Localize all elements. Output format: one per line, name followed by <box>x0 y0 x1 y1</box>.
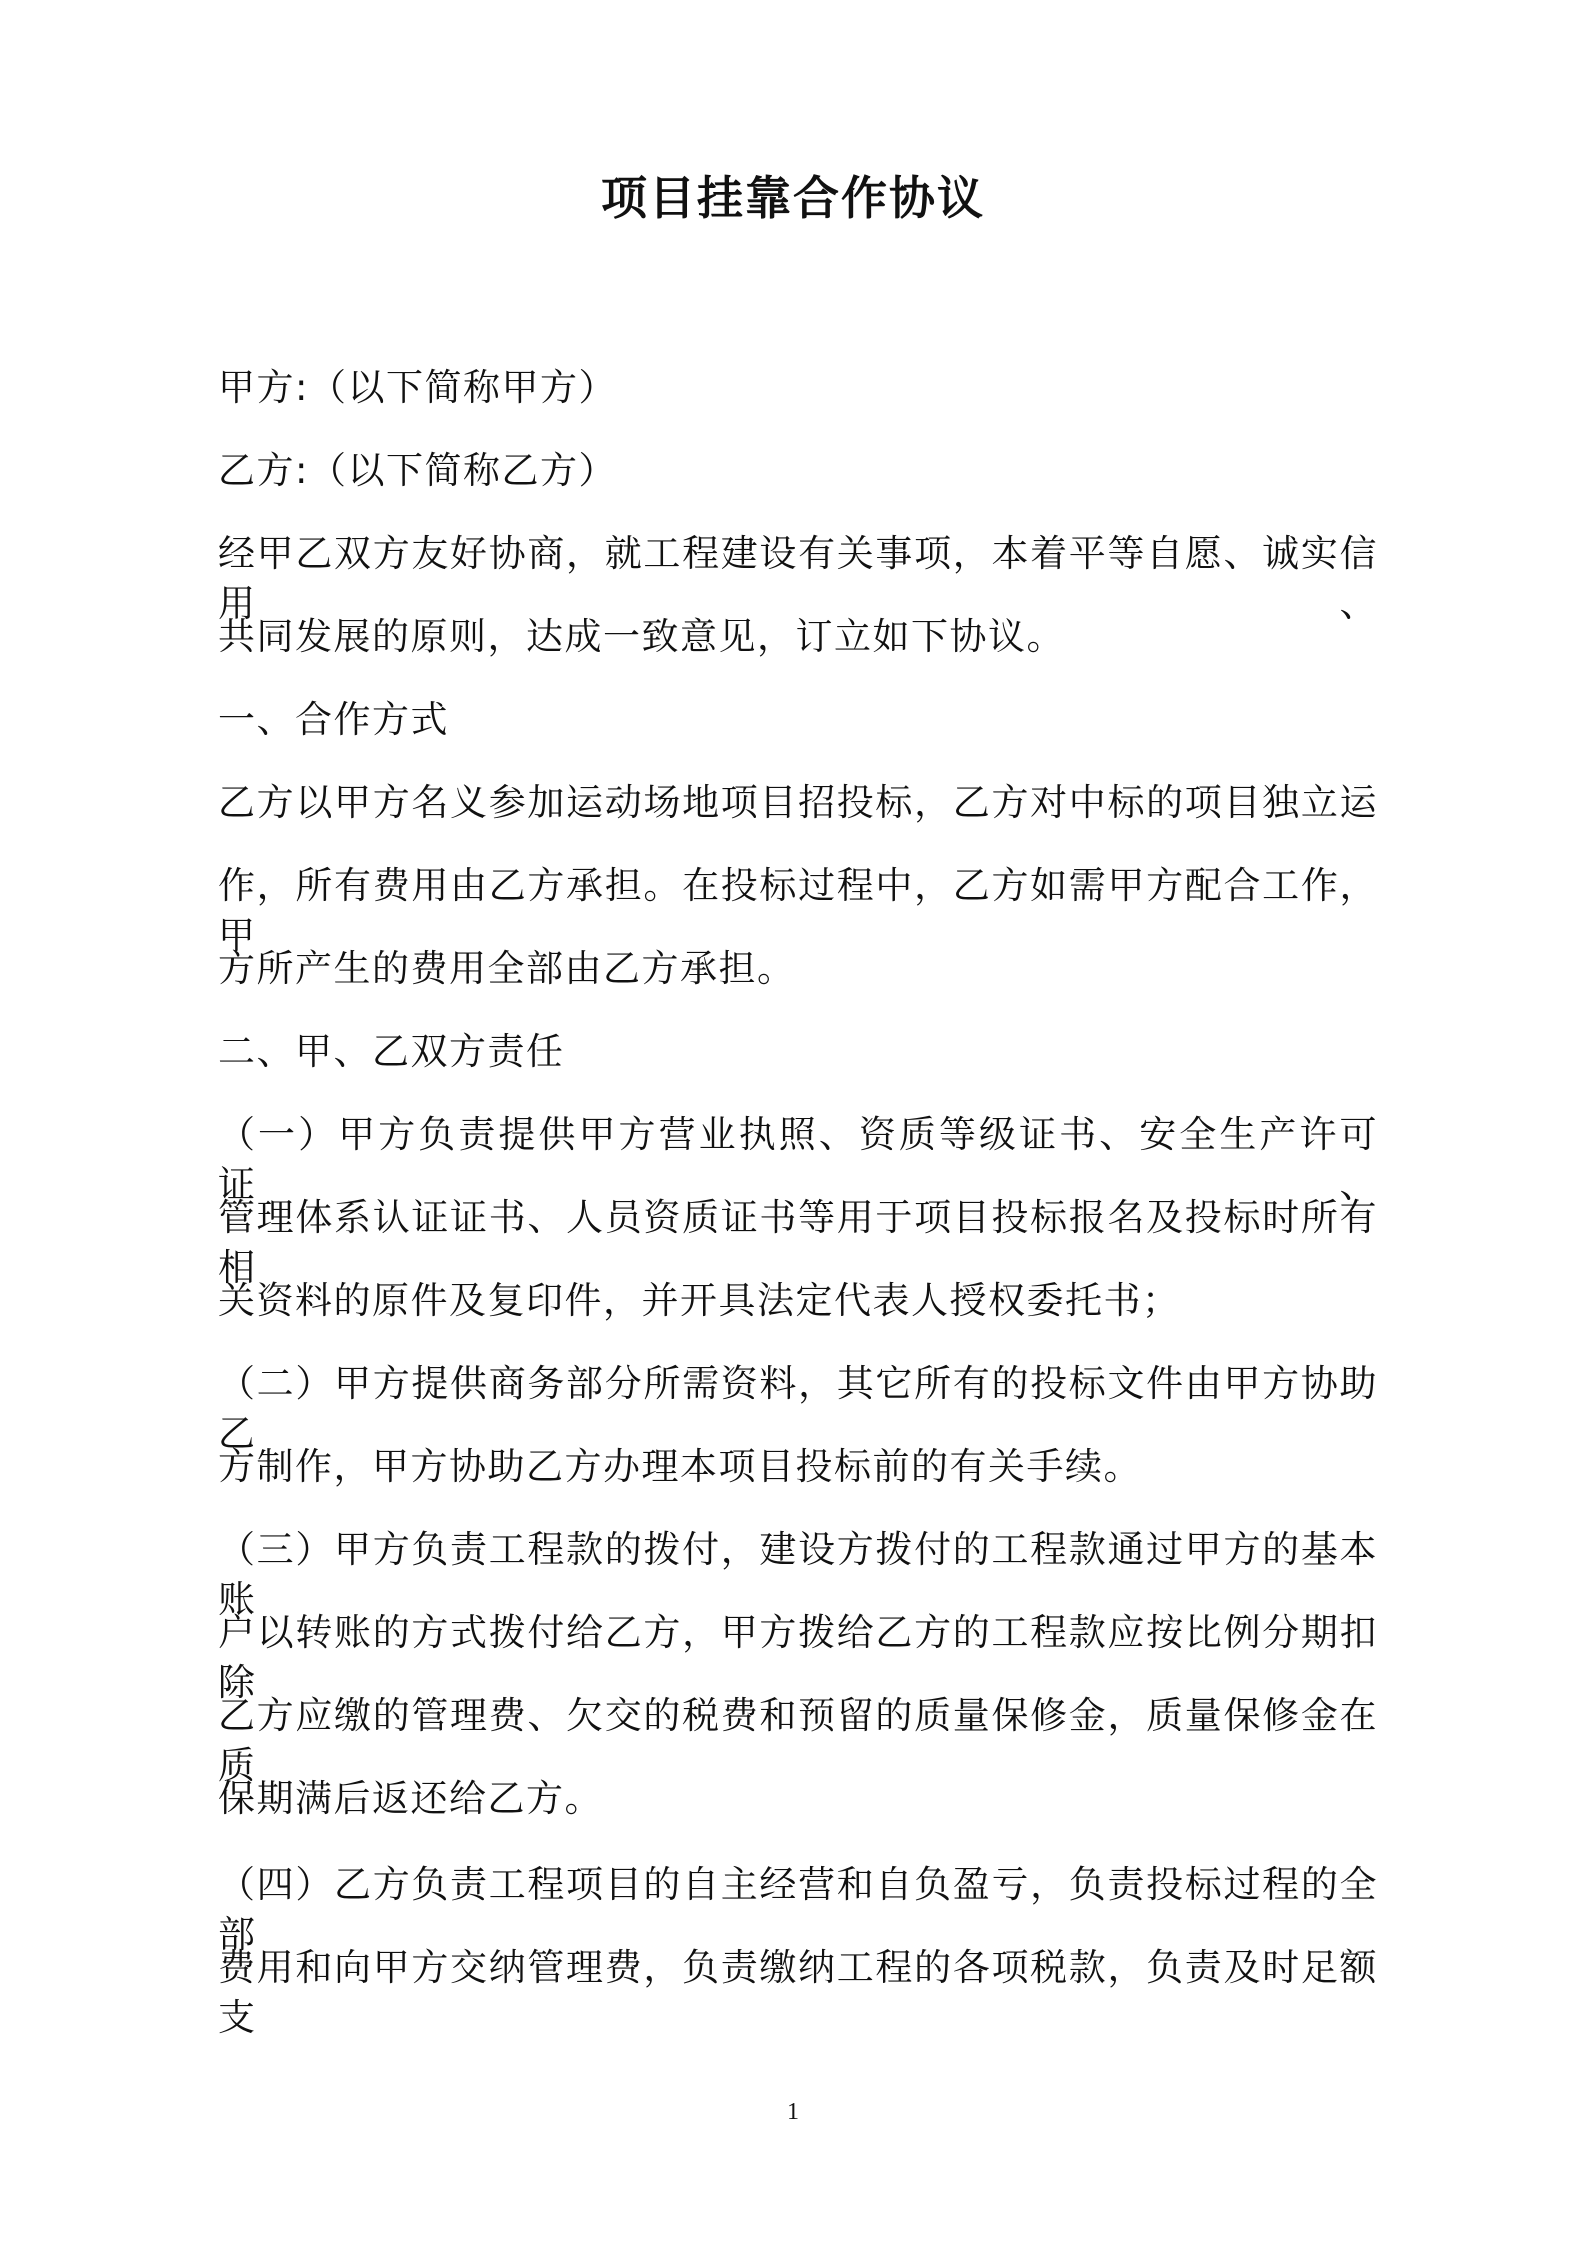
clause-3-line-3: 乙方应缴的管理费、欠交的税费和预留的质量保修金，质量保修金在质 <box>218 1694 1378 1787</box>
section-heading-cooperation: 一、合作方式 <box>218 698 449 741</box>
cooperation-line-2: 作，所有费用由乙方承担。在投标过程中，乙方如需甲方配合工作，甲 <box>218 864 1378 957</box>
party-a-line: 甲方:（以下简称甲方） <box>218 366 617 409</box>
clause-3-line-2: 户以转账的方式拨付给乙方，甲方拨给乙方的工程款应按比例分期扣除 <box>218 1611 1378 1704</box>
clause-1-line-3: 关资料的原件及复印件，并开具法定代表人授权委托书； <box>218 1279 1181 1322</box>
clause-1-line-2: 管理体系认证证书、人员资质证书等用于项目投标报名及投标时所有相 <box>218 1196 1378 1289</box>
cooperation-line-3: 方所产生的费用全部由乙方承担。 <box>218 947 796 990</box>
page-number: 1 <box>787 2099 799 2125</box>
party-b-line: 乙方:（以下简称乙方） <box>218 449 617 492</box>
section-heading-responsibilities: 二、甲、乙双方责任 <box>218 1030 565 1073</box>
cooperation-line-1: 乙方以甲方名义参加运动场地项目招投标，乙方对中标的项目独立运 <box>218 781 1378 824</box>
preamble-line-2: 共同发展的原则，达成一致意见，订立如下协议。 <box>218 615 1065 658</box>
clause-3-line-4: 保期满后返还给乙方。 <box>218 1777 603 1820</box>
clause-4-line-1: （四）乙方负责工程项目的自主经营和自负盈亏，负责投标过程的全部 <box>218 1863 1378 1956</box>
clause-1-line-1: （一）甲方负责提供甲方营业执照、资质等级证书、安全生产许可证、 <box>218 1113 1378 1206</box>
clause-2-line-1: （二）甲方提供商务部分所需资料，其它所有的投标文件由甲方协助乙 <box>218 1362 1378 1455</box>
clause-4-line-2: 费用和向甲方交纳管理费，负责缴纳工程的各项税款，负责及时足额支 <box>218 1946 1378 2039</box>
clause-3-line-1: （三）甲方负责工程款的拨付，建设方拨付的工程款通过甲方的基本账 <box>218 1528 1378 1621</box>
clause-2-line-2: 方制作，甲方协助乙方办理本项目投标前的有关手续。 <box>218 1445 1142 1488</box>
document-title: 项目挂靠合作协议 <box>601 171 985 225</box>
preamble-line-1: 经甲乙双方友好协商，就工程建设有关事项，本着平等自愿、诚实信用、 <box>218 532 1378 625</box>
